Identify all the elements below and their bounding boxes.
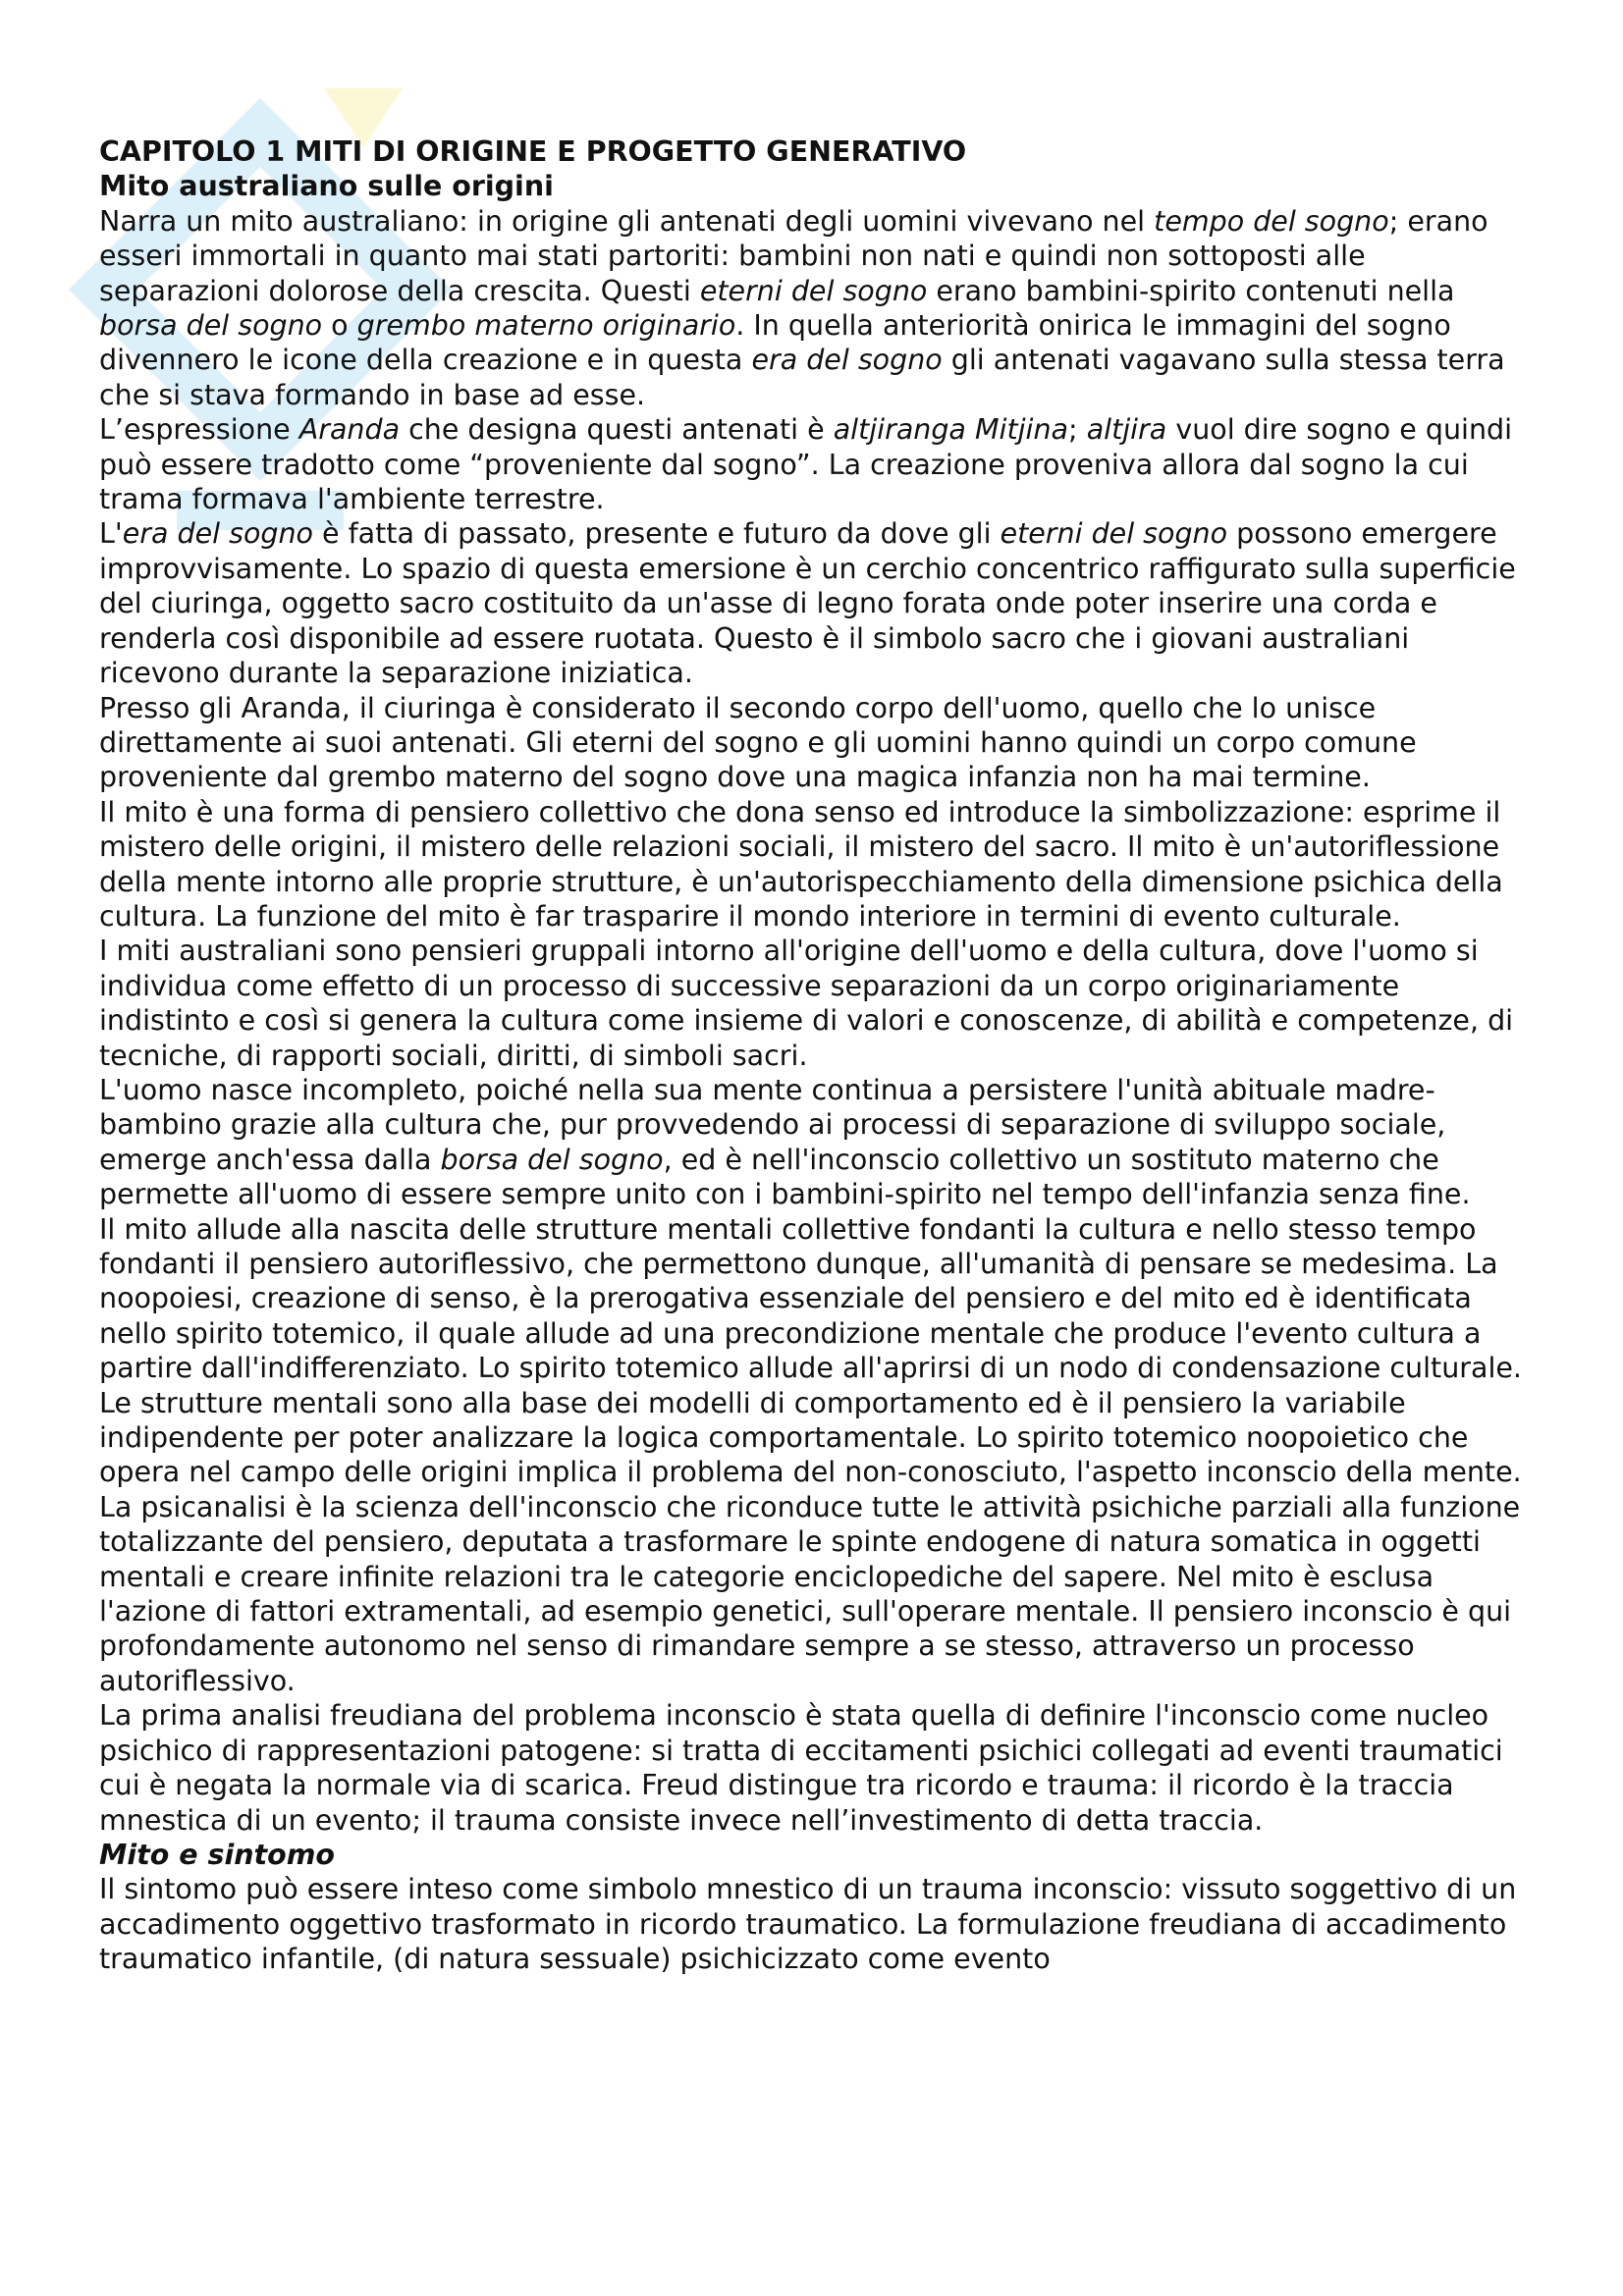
paragraph xyxy=(99,1073,1533,1212)
text-run: ; erano esseri immortali in quanto mai stati partoriti: bambini non nati e quindi non sottoposti alle separazioni dolorose della crescita. Questi xyxy=(99,204,1488,307)
paragraph xyxy=(99,516,1533,690)
paragraph xyxy=(99,204,1533,412)
text-run: gli antenati vagavano sulla stessa terra che si stava formando in base ad esse. xyxy=(99,344,1505,411)
italic-text-run: tempo del sogno xyxy=(1154,204,1389,238)
italic-text-run: borsa del sogno xyxy=(440,1143,664,1176)
italic-text-run: altjiranga Mitjina xyxy=(833,413,1069,447)
paragraph xyxy=(99,1698,1533,1838)
text-run: La psicanalisi è la scienza dell'inconscio che riconduce tutte le attività psichiche parziali alla funzione totalizzante del pensiero, deputata a trasformare le spinte endogene di natura somatica in oggetti mentali e creare infinite relazioni tra le categorie enciclopediche del sapere. Nel mito è esclusa l'azione di fattori extramentali, ad esempio genetici, sull'operare mentale. Il pensiero inconscio è qui profondamente autonomo nel senso di rimandare sempre a se stesso, attraverso un processo autoriflessivo. xyxy=(99,1490,1521,1697)
text-run: Il mito è una forma di pensiero collettivo che dona senso ed introduce la simbolizzazione: esprime il mistero delle origini, il mistero delle relazioni sociali, il mistero del sacro. Il mito è un'autoriflessione della mente intorno alle proprie strutture, è un'autorispecchiamento della dimensione psichica della cultura. La funzione del mito è far trasparire il mondo interiore in termini di evento culturale. xyxy=(99,795,1503,933)
document-content xyxy=(99,134,1533,1977)
italic-text-run: era del sogno xyxy=(751,344,943,377)
italic-text-run: grembo materno originario xyxy=(356,309,736,343)
text-run: possono emergere improvvisamente. Lo spazio di questa emersione è un cerchio concentrico raffigurato sulla superficie del ciuringa, oggetto sacro costituito da un'asse di legno forata onde poter inserire una corda e renderla così disponibile ad essere ruotata. Questo è il simbolo sacro che i giovani australiani ricevono durante la separazione iniziatica. xyxy=(99,517,1516,690)
text-run: La prima analisi freudiana del problema inconscio è stata quella di definire l'inconscio come nucleo psichico di rappresentazioni patogene: si tratta di eccitamenti psichici collegati ad eventi traumatici cui è negata la normale via di scarica. Freud distingue tra ricordo e trauma: il ricordo è la traccia mnestica di un evento; il trauma consiste invece nell’investimento di detta traccia. xyxy=(99,1699,1503,1837)
italic-text-run: altjira xyxy=(1086,413,1167,447)
text-run: , ed è nell'inconscio collettivo un sostituto materno che permette all'uomo di essere sempre unito con i bambini-spirito nel tempo dell'infanzia senza fine. xyxy=(99,1143,1471,1211)
paragraph xyxy=(99,1386,1533,1490)
text-run: vuol dire sogno e quindi può essere tradotto come “proveniente dal sogno”. La creazione proveniva allora dal sogno la cui trama formava l'ambiente terrestre. xyxy=(99,413,1513,516)
italic-text-run: eterni del sogno xyxy=(699,274,928,307)
sections-container xyxy=(99,169,1533,1976)
text-run: ; xyxy=(1068,413,1087,447)
text-run: Il sintomo può essere inteso come simbolo mnestico di un trauma inconscio: vissuto soggettivo di un accadimento oggettivo trasformato in ricordo traumatico. La formulazione freudiana di accadimento traumatico infantile, (di natura sessuale) psichicizzato come evento xyxy=(99,1873,1517,1976)
paragraph xyxy=(99,1490,1533,1698)
text-run: I miti australiani sono pensieri gruppali intorno all'origine dell'uomo e della cultura, dove l'uomo si individua come effetto di un processo di successive separazioni da un corpo originariamente indistinto e così si genera la cultura come insieme di valori e conoscenze, di abilità e competenze, di tecniche, di rapporti sociali, diritti, di simboli sacri. xyxy=(99,934,1514,1072)
text-run: Narra un mito australiano: in origine gli antenati degli uomini vivevano nel xyxy=(99,204,1155,238)
text-run: L' xyxy=(99,517,123,551)
text-run: erano bambini-spirito contenuti nella xyxy=(927,274,1455,307)
italic-text-run: borsa del sogno xyxy=(99,309,323,343)
paragraph xyxy=(99,1872,1533,1976)
text-run: L'uomo nasce incompleto, poiché nella sua mente continua a persistere l'unità abituale madre-bambino grazie alla cultura che, pur provvedendo ai processi di separazione di sviluppo sociale, emerge anch'essa dalla xyxy=(99,1073,1446,1176)
text-run: o xyxy=(322,309,357,343)
text-run: Le strutture mentali sono alla base dei modelli di comportamento ed è il pensiero la variabile indipendente per poter analizzare la logica comportamentale. Lo spirito totemico noopoietico che opera nel campo delle origini implica il problema del non-conosciuto, l'aspetto inconscio della mente. xyxy=(99,1386,1522,1489)
section-heading: Mito e sintomo xyxy=(99,1838,336,1871)
chapter-title: CAPITOLO 1 MITI DI ORIGINE E PROGETTO GENERATIVO xyxy=(99,135,967,168)
paragraph xyxy=(99,934,1533,1073)
paragraph xyxy=(99,1212,1533,1386)
paragraph xyxy=(99,412,1533,516)
text-run: che designa questi antenati è xyxy=(400,413,834,447)
italic-text-run: Aranda xyxy=(298,413,401,447)
paragraph xyxy=(99,795,1533,934)
text-run: è fatta di passato, presente e futuro da dove gli xyxy=(312,517,1001,551)
text-run: Il mito allude alla nascita delle strutture mentali collettive fondanti la cultura e nello stesso tempo fondanti il pensiero autoriflessivo, che permettono dunque, all'umanità di pensare se medesima. La noopoiesi, creazione di senso, è la prerogativa essenziale del pensiero e del mito ed è identificata nello spirito totemico, il quale allude ad una precondizione mentale che produce l'evento cultura a partire dall'indifferenziato. Lo spirito totemico allude all'aprirsi di un nodo di condensazione culturale. xyxy=(99,1212,1522,1385)
paragraph xyxy=(99,691,1533,795)
section-heading: Mito australiano sulle origini xyxy=(99,170,554,203)
text-run: L’espressione xyxy=(99,413,299,447)
text-run: . In quella anteriorità onirica le immagini del sogno divennero le icone della creazione e in questa xyxy=(99,309,1451,377)
italic-text-run: era del sogno xyxy=(122,517,313,551)
italic-text-run: eterni del sogno xyxy=(1000,517,1228,551)
text-run: Presso gli Aranda, il ciuringa è considerato il secondo corpo dell'uomo, quello che lo unisce direttamente ai suoi antenati. Gli eterni del sogno e gli uomini hanno quindi un corpo comune proveniente dal grembo materno del sogno dove una magica infanzia non ha mai termine. xyxy=(99,691,1417,794)
